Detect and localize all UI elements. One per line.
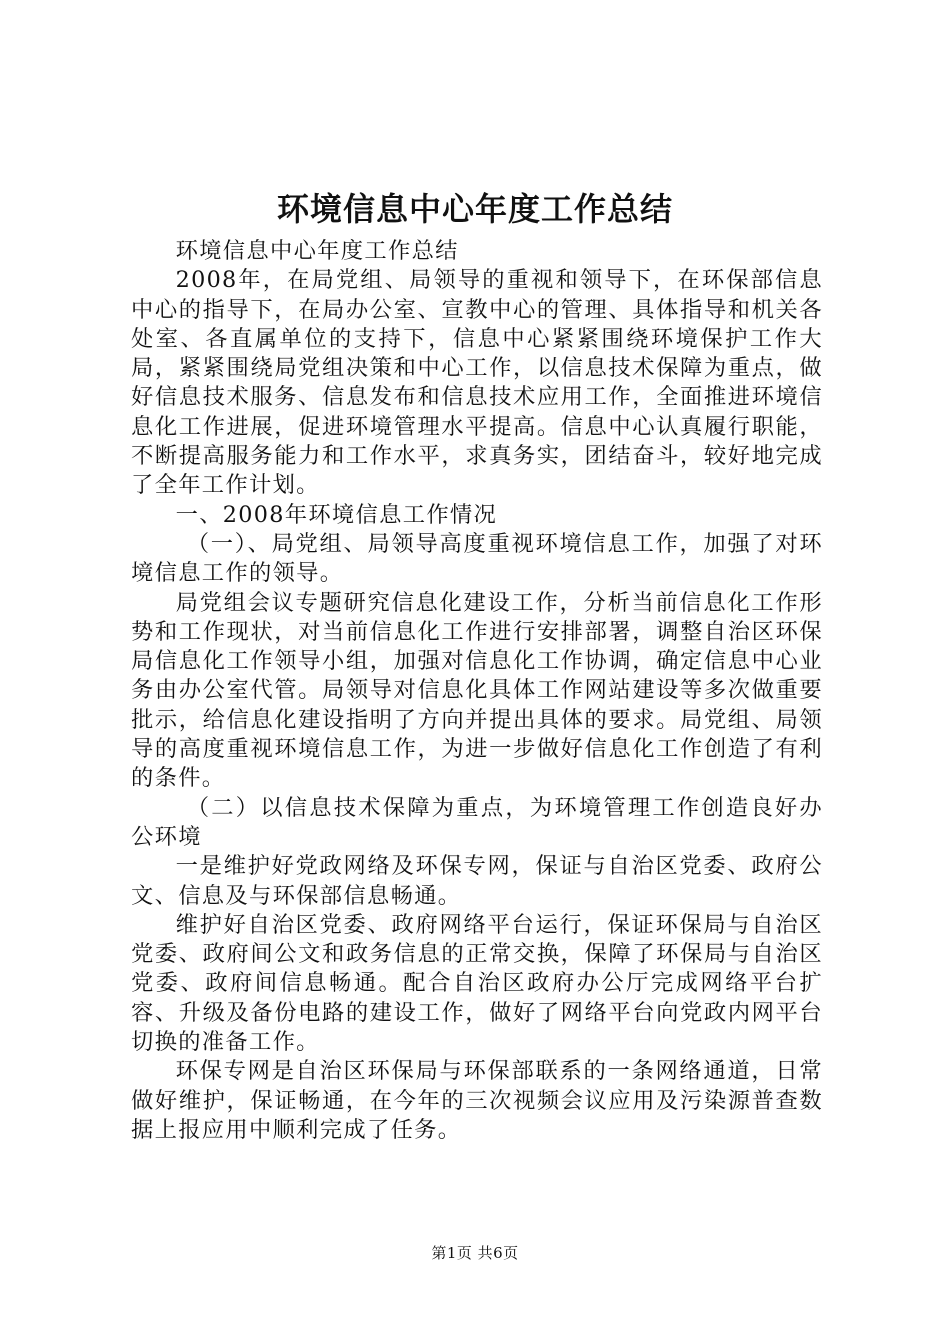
- paragraph-heading-repeat: 环境信息中心年度工作总结: [175, 238, 459, 264]
- paragraph-network-platform: 维护好自治区党委、政府网络平台运行，保证环保局与自治区党委、政府间公文和政务信息的正常交换，保障了环保局与自治区党委、政府间信息畅通。配合自治区政府办公厅完成网络平台扩容、升级及备份电路的建设工作，做好了网络平台向党政内网平台切换的准备工作。: [131, 911, 823, 1056]
- document-title: 环境信息中心年度工作总结: [276, 190, 673, 228]
- subsection-heading-2: （二）以信息技术保障为重点，为环境管理工作创造良好办公环境: [131, 794, 823, 850]
- paragraph-env-network: 环保专网是自治区环保局与环保部联系的一条网络通道，日常做好维护，保证畅通，在今年的三次视频会议应用及污染源普查数据上报应用中顺利完成了任务。: [131, 1058, 823, 1143]
- page-number-footer: 第1页 共6页: [431, 1244, 519, 1262]
- paragraph-network-point: 一是维护好党政网络及环保专网，保证与自治区党委、政府公文、信息及与环保部信息畅通。: [131, 853, 823, 909]
- paragraph-leadership: 局党组会议专题研究信息化建设工作，分析当前信息化工作形势和工作现状，对当前信息化工作进行安排部署，调整自治区环保局信息化工作领导小组，加强对信息化工作协调，确定信息中心业务由办公室代管。局领导对信息化具体工作网站建设等多次做重要批示，给信息化建设指明了方向并提出具体的要求。局党组、局领导的高度重视环境信息工作，为进一步做好信息化工作创造了有利的条件。: [131, 589, 823, 792]
- subsection-heading-1: （一）、局党组、局领导高度重视环境信息工作，加强了对环境信息工作的领导。: [131, 530, 823, 587]
- section-heading-1: 一、2008年环境信息工作情况: [175, 501, 498, 528]
- document-body: [131, 237, 823, 1145]
- paragraph-intro: 2008年，在局党组、局领导的重视和领导下，在环保部信息中心的指导下，在局办公室、宣教中心的管理、具体指导和机关各处室、各直属单位的支持下，信息中心紧紧围绕环境保护工作大局，紧紧围绕局党组决策和中心工作，以信息技术保障为重点，做好信息技术服务、信息发布和信息技术应用工作，全面推进环境信息化工作进展，促进环境管理水平提高。信息中心认真履行职能，不断提高服务能力和工作水平，求真务实，团结奋斗，较好地完成了全年工作计划。: [131, 267, 823, 499]
